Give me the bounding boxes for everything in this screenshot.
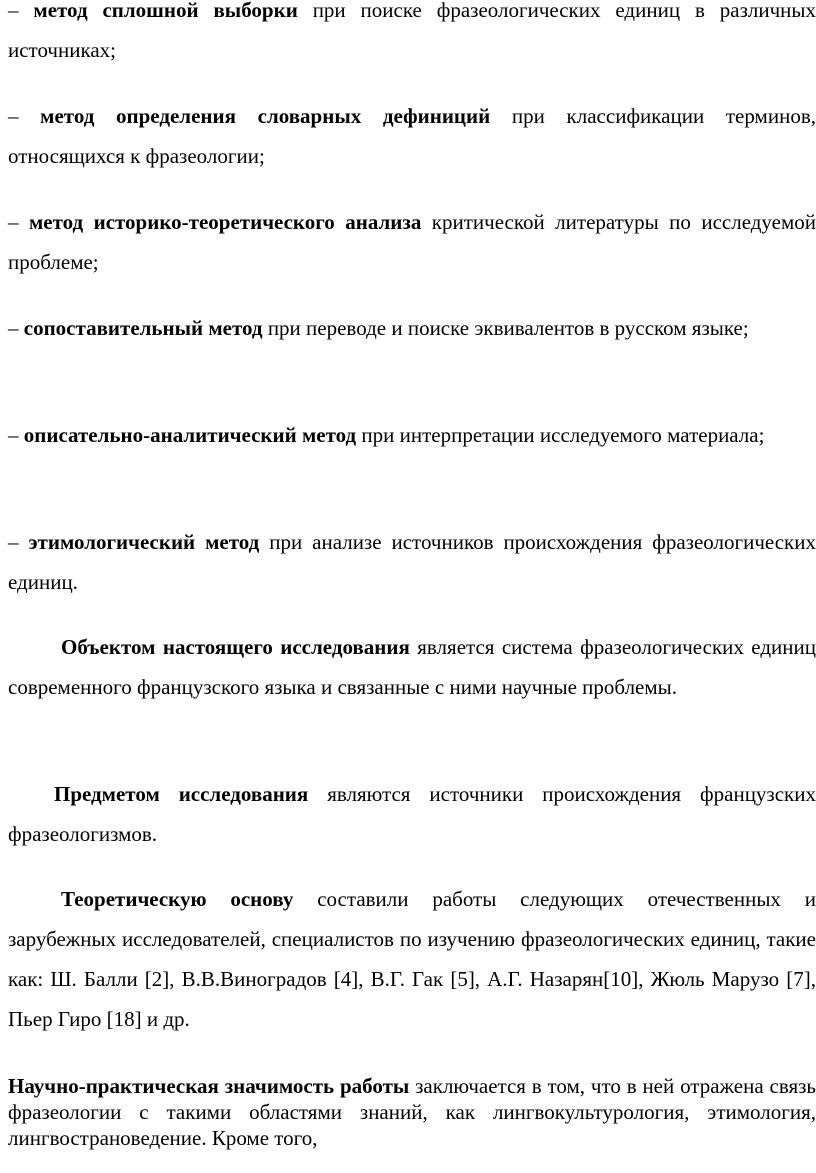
method-name: метод сплошной выборки (33, 0, 298, 22)
list-dash: – (8, 423, 19, 447)
method-name: метод определения словарных дефиниций (40, 104, 491, 128)
method-description: при интерпретации исследуемого материала; (356, 423, 765, 447)
list-dash: – (8, 210, 19, 234)
method-description: при классификации терминов, относящихся к фразеологии; (8, 104, 816, 168)
list-dash: – (8, 530, 19, 554)
method-description: при анализе источников происхождения фразеологических единиц. (8, 530, 816, 594)
subject-paragraph (8, 774, 816, 854)
significance-paragraph (8, 1073, 816, 1151)
method-name: описательно-аналитический метод (23, 423, 357, 447)
significance-text: заключается в том, что в ней отражена связь фразеологии с такими областями знаний, как лингвокультурология, этимология, лингвострановедение. Кроме того, (8, 1074, 816, 1150)
list-dash: – (8, 0, 19, 22)
list-dash: – (8, 104, 19, 128)
method-description: критической литературы по исследуемой проблеме; (8, 210, 816, 274)
subject-heading: Предметом исследования (54, 782, 309, 806)
theory-heading: Теоретическую основу (61, 887, 294, 911)
subject-text: являются источники происхождения французских фразеологизмов. (8, 782, 816, 846)
method-description: при переводе и поиске эквивалентов в русском языке; (262, 316, 749, 340)
theory-paragraph (8, 879, 816, 1039)
object-heading: Объектом настоящего исследования (61, 635, 410, 659)
theory-text: составили работы следующих отечественных и зарубежных исследователей, специалистов по изучению фразеологических единиц, такие как: Ш. Балли [2], В.В.Виноградов [4], В.Г. Гак [5], А.Г. Назарян[10], Жюль Марузо [7], Пьер Гиро [18] и др. (8, 887, 816, 1031)
method-name: метод историко-теоретического анализа (28, 210, 422, 234)
method-description: при поиске фразеологических единиц в различных источниках; (8, 0, 816, 62)
list-dash: – (8, 316, 19, 340)
method-item-3 (8, 202, 816, 282)
method-name: этимологический метод (28, 530, 260, 554)
method-item-4 (8, 308, 816, 348)
method-name: сопоставительный метод (23, 316, 263, 340)
method-item-5 (8, 415, 816, 455)
object-text: является система фразеологических единиц современного французского языка и связанные с ними научные проблемы. (8, 635, 816, 699)
object-paragraph (8, 627, 816, 707)
method-item-1 (8, 0, 816, 70)
method-item-6 (8, 522, 816, 602)
method-item-2 (8, 96, 816, 176)
significance-heading: Научно-практическая значимость работы (8, 1074, 410, 1098)
